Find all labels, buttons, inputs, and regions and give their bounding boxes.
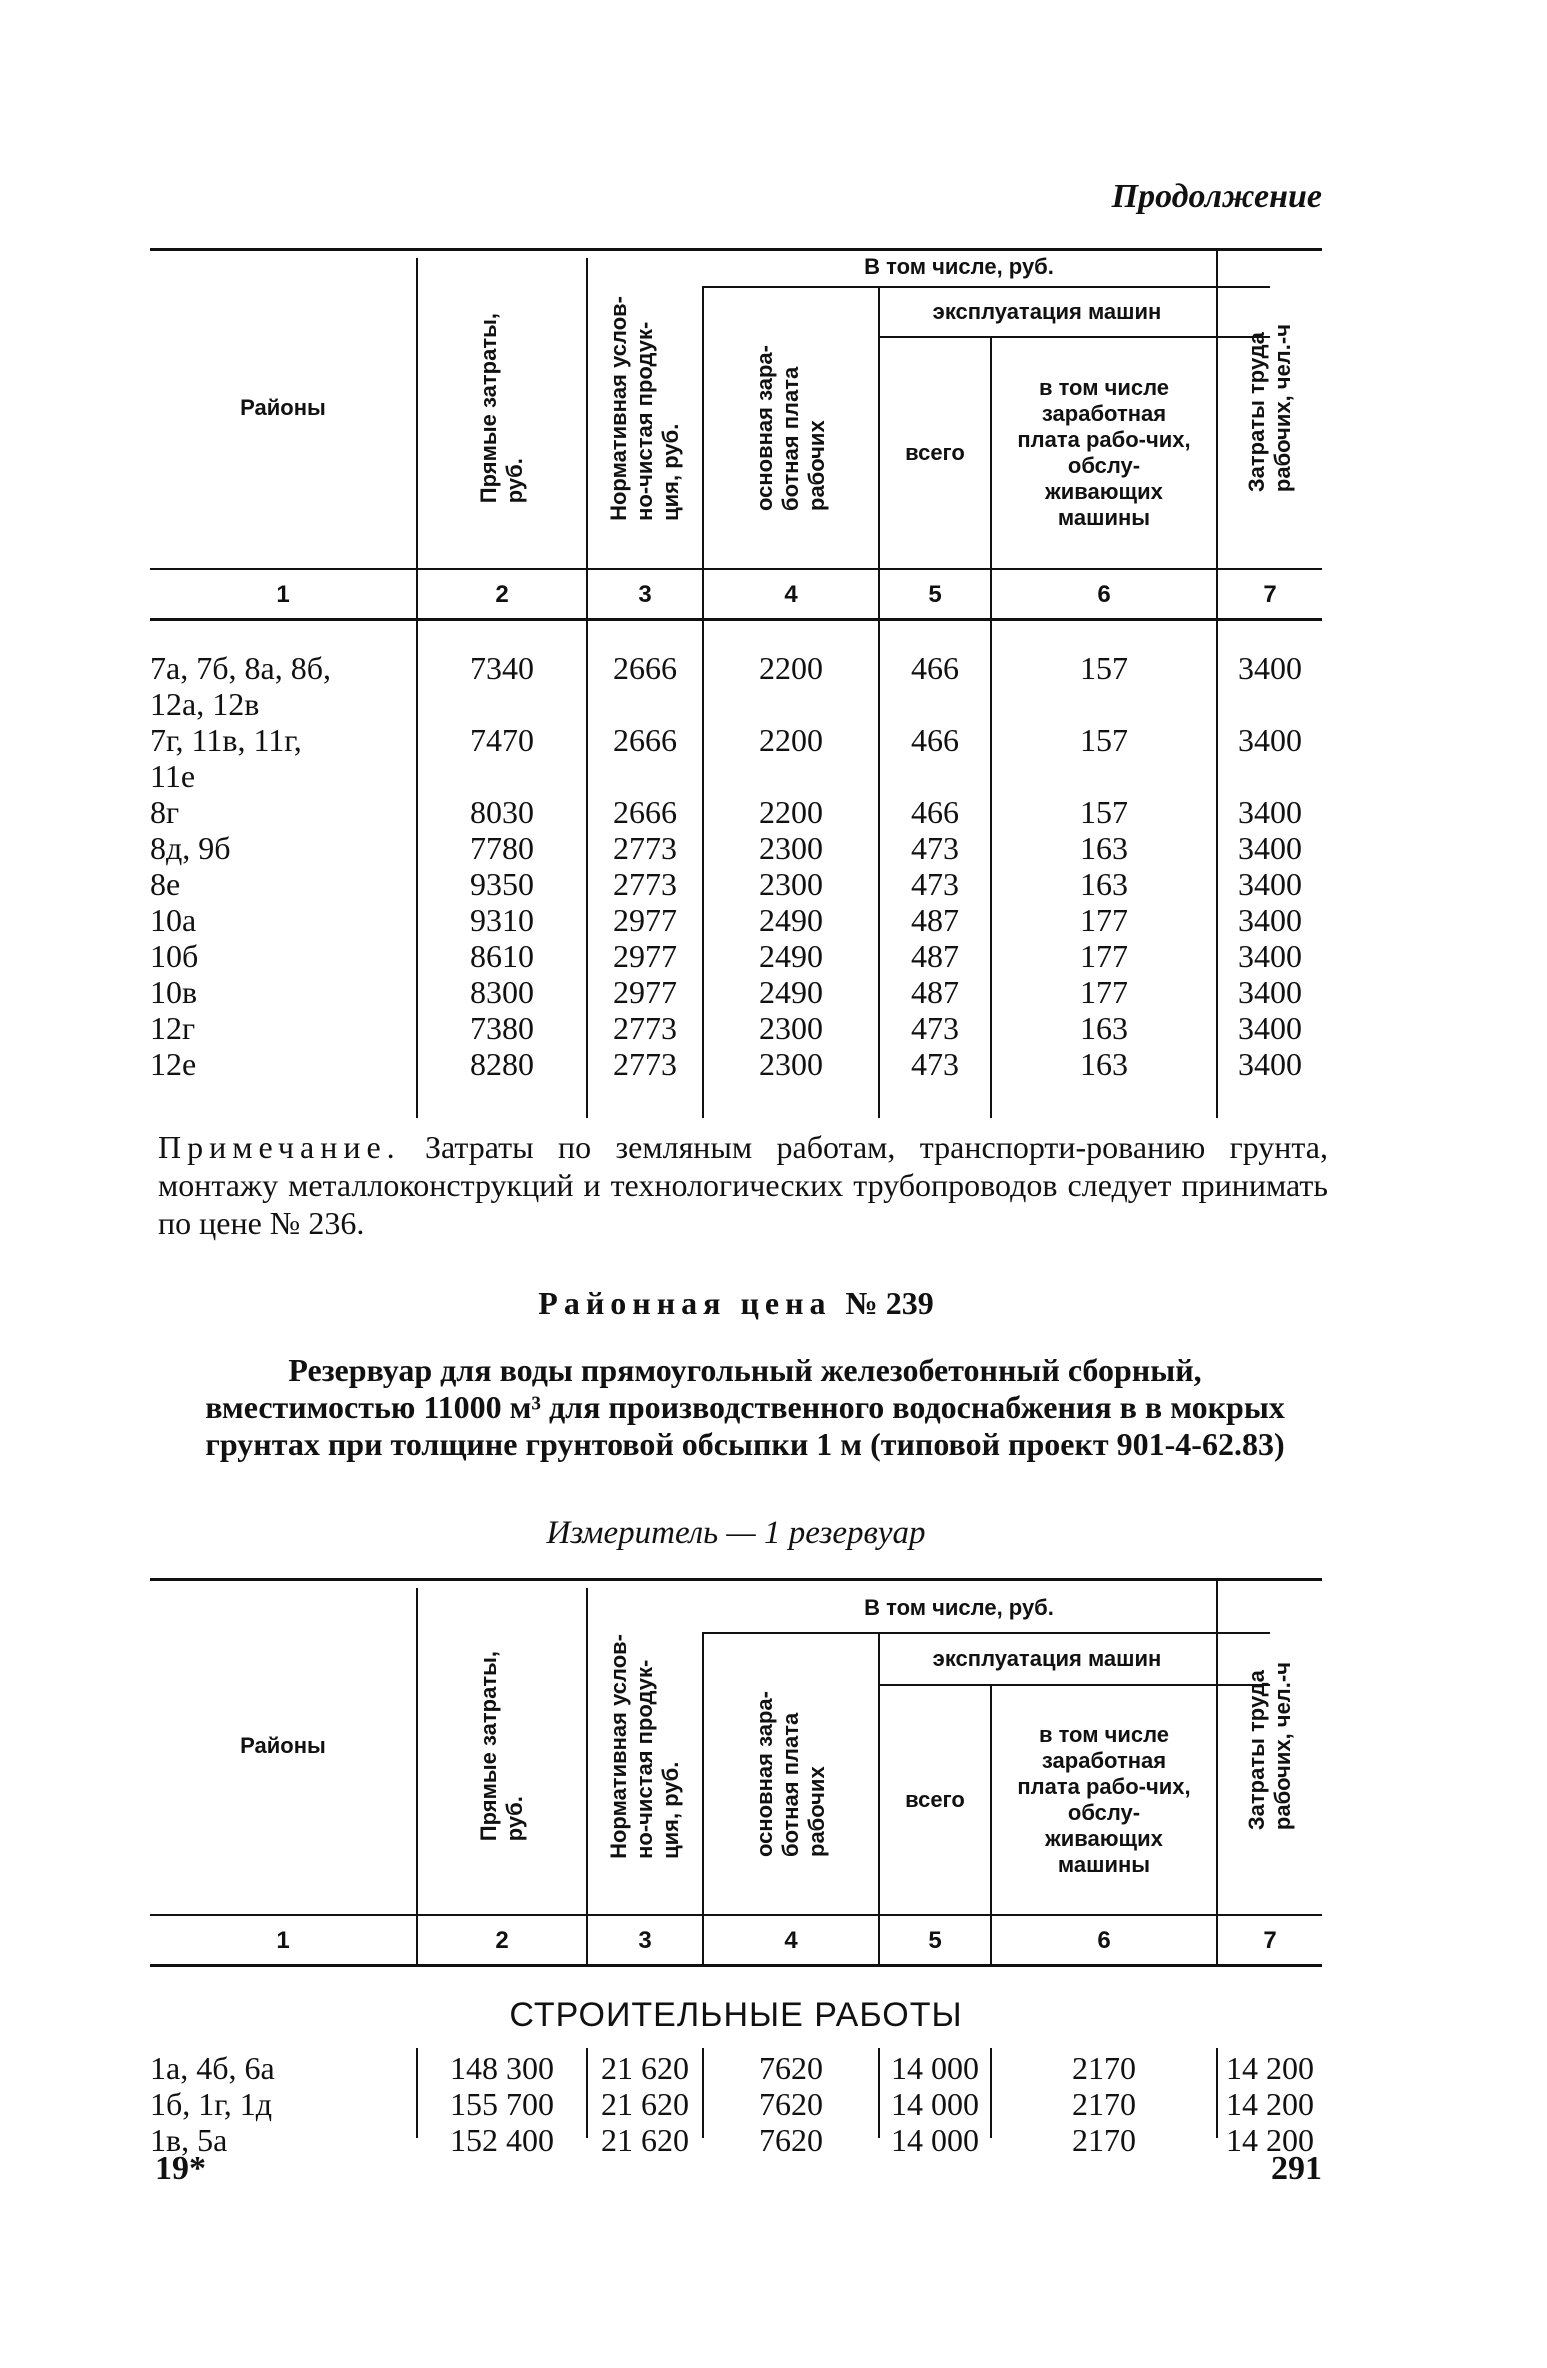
column-number: 2 xyxy=(495,581,509,608)
header-total: всего xyxy=(905,440,965,465)
row-normative-net: 2977 xyxy=(613,938,677,974)
row-normative-net: 21 620 xyxy=(601,2086,689,2122)
row-region: 7г, 11в, 11г, 11е xyxy=(150,722,302,794)
row-labor-costs: 14 200 xyxy=(1226,2122,1314,2158)
column-number: 5 xyxy=(928,581,942,608)
row-base-wage: 7620 xyxy=(759,2122,823,2158)
row-machine-total: 473 xyxy=(911,1046,959,1082)
item-heading: Резервуар для воды прямоугольный железобетонный сборный, вместимостью 11000 м³ для производственного водоснабжения в в мокрых грунтах при толщине грунтовой обсыпки 1 м (типовой проект 901-4-62.83) xyxy=(205,1352,1285,1462)
row-base-wage: 7620 xyxy=(759,2086,823,2122)
row-base-wage: 2300 xyxy=(759,1046,823,1082)
row-direct-costs: 8610 xyxy=(470,938,534,974)
header-direct-costs: Прямые затраты, руб. xyxy=(476,312,527,504)
row-region: 10б xyxy=(150,938,199,974)
row-direct-costs: 8030 xyxy=(470,794,534,830)
row-normative-net: 2977 xyxy=(613,974,677,1010)
signature-mark: 19* xyxy=(155,2150,206,2187)
row-direct-costs: 7380 xyxy=(470,1010,534,1046)
row-normative-net: 2773 xyxy=(613,1010,677,1046)
row-machine-total: 466 xyxy=(911,650,959,686)
header-machine-wage: в том числе заработная плата рабо-чих, обслу-живающих машины xyxy=(1017,1722,1191,1877)
row-region: 8д, 9б xyxy=(150,830,231,866)
header-base-wage: основная зара- ботная плата рабочих xyxy=(752,1691,829,1857)
row-machine-wage: 163 xyxy=(1080,1010,1128,1046)
column-number: 3 xyxy=(638,581,652,608)
row-machine-wage: 177 xyxy=(1080,974,1128,1010)
row-machine-wage: 157 xyxy=(1080,722,1128,758)
row-region: 8е xyxy=(150,866,181,902)
row-labor-costs: 3400 xyxy=(1238,974,1302,1010)
row-region: 7а, 7б, 8а, 8б, 12а, 12в xyxy=(150,650,331,722)
row-machine-total: 487 xyxy=(911,902,959,938)
row-region: 12г xyxy=(150,1010,196,1046)
row-normative-net: 21 620 xyxy=(601,2050,689,2086)
row-normative-net: 2773 xyxy=(613,866,677,902)
cost-table-2 xyxy=(150,1578,1322,2158)
row-labor-costs: 3400 xyxy=(1238,722,1302,758)
header-bottom-rule xyxy=(150,568,1322,570)
row-machine-wage: 2170 xyxy=(1072,2122,1136,2158)
row-machine-total: 473 xyxy=(911,1010,959,1046)
row-machine-total: 466 xyxy=(911,794,959,830)
row-region: 12е xyxy=(150,1046,197,1082)
column-number: 3 xyxy=(638,1927,652,1954)
row-machine-wage: 163 xyxy=(1080,830,1128,866)
column-number: 7 xyxy=(1263,1927,1277,1954)
row-normative-net: 2666 xyxy=(613,650,677,686)
row-machine-wage: 177 xyxy=(1080,938,1128,974)
column-number: 4 xyxy=(784,581,798,608)
row-machine-wage: 163 xyxy=(1080,866,1128,902)
row-normative-net: 2773 xyxy=(613,1046,677,1082)
row-machine-wage: 177 xyxy=(1080,902,1128,938)
row-machine-total: 487 xyxy=(911,974,959,1010)
header-labor-costs: Затраты труда рабочих, чел.-ч xyxy=(1244,323,1295,493)
row-direct-costs: 155 700 xyxy=(450,2086,554,2122)
row-normative-net: 2666 xyxy=(613,722,677,758)
row-region: 10в xyxy=(150,974,198,1010)
row-labor-costs: 14 200 xyxy=(1226,2050,1314,2086)
row-labor-costs: 3400 xyxy=(1238,1046,1302,1082)
row-direct-costs: 8300 xyxy=(470,974,534,1010)
cost-table-1 xyxy=(150,248,1322,1128)
row-direct-costs: 7340 xyxy=(470,650,534,686)
row-labor-costs: 3400 xyxy=(1238,902,1302,938)
row-direct-costs: 9350 xyxy=(470,866,534,902)
measure-unit: Измеритель — 1 резервуар xyxy=(546,1515,926,1551)
row-labor-costs: 3400 xyxy=(1238,1010,1302,1046)
header-machine-operation: эксплуатация машин xyxy=(932,1646,1162,1671)
row-region: 1б, 1г, 1д xyxy=(150,2086,273,2122)
column-number: 2 xyxy=(495,1927,509,1954)
price-number: № 239 xyxy=(845,1285,934,1321)
row-base-wage: 2490 xyxy=(759,938,823,974)
header-regions: Районы xyxy=(240,395,326,420)
header-bottom-rule xyxy=(150,1914,1322,1916)
row-labor-costs: 3400 xyxy=(1238,866,1302,902)
row-region: 1в, 5а xyxy=(150,2122,228,2158)
row-machine-wage: 157 xyxy=(1080,650,1128,686)
row-normative-net: 21 620 xyxy=(601,2122,689,2158)
row-base-wage: 2490 xyxy=(759,974,823,1010)
row-machine-total: 487 xyxy=(911,938,959,974)
row-direct-costs: 7470 xyxy=(470,722,534,758)
header-including: В том числе, руб. xyxy=(864,254,1054,279)
note-label: Примечание. xyxy=(158,1129,401,1165)
row-machine-total: 473 xyxy=(911,830,959,866)
row-machine-total: 466 xyxy=(911,722,959,758)
colnum-bottom-rule xyxy=(150,1964,1322,1967)
page-number: 291 xyxy=(1271,2150,1322,2187)
table-note xyxy=(158,1128,1328,1242)
row-machine-wage: 2170 xyxy=(1072,2050,1136,2086)
row-base-wage: 2200 xyxy=(759,722,823,758)
row-base-wage: 2300 xyxy=(759,1010,823,1046)
row-direct-costs: 9310 xyxy=(470,902,534,938)
colnum-bottom-rule xyxy=(150,618,1322,621)
column-number: 7 xyxy=(1263,581,1277,608)
header-labor-costs: Затраты труда рабочих, чел.-ч xyxy=(1244,1661,1295,1831)
row-base-wage: 7620 xyxy=(759,2050,823,2086)
header-machine-wage: в том числе заработная плата рабо-чих, обслу-живающих машины xyxy=(1017,375,1191,530)
row-base-wage: 2490 xyxy=(759,902,823,938)
header-normative-net-output: Нормативная услов- но-чистая продук- ция, руб. xyxy=(606,295,683,521)
column-number: 1 xyxy=(276,1927,290,1954)
row-labor-costs: 3400 xyxy=(1238,830,1302,866)
row-labor-costs: 3400 xyxy=(1238,794,1302,830)
row-direct-costs: 152 400 xyxy=(450,2122,554,2158)
header-machine-operation: эксплуатация машин xyxy=(932,299,1162,324)
row-base-wage: 2200 xyxy=(759,650,823,686)
row-normative-net: 2773 xyxy=(613,830,677,866)
row-base-wage: 2300 xyxy=(759,866,823,902)
row-direct-costs: 148 300 xyxy=(450,2050,554,2086)
header-direct-costs: Прямые затраты, руб. xyxy=(476,1650,527,1842)
note-text: Затраты по земляным работам, транспорти-рованию грунта, монтажу металлоконструкций и технологических трубопроводов следует принимать по цене № 236. xyxy=(158,1129,1329,1241)
column-number: 6 xyxy=(1097,581,1111,608)
row-normative-net: 2666 xyxy=(613,794,677,830)
row-machine-total: 473 xyxy=(911,866,959,902)
price-title xyxy=(150,1285,1322,1322)
column-number: 5 xyxy=(928,1927,942,1954)
row-region: 10а xyxy=(150,902,197,938)
row-machine-total: 14 000 xyxy=(891,2050,979,2086)
header-total: всего xyxy=(905,1787,965,1812)
row-machine-wage: 157 xyxy=(1080,794,1128,830)
continued-label: Продолжение xyxy=(1111,178,1322,215)
row-normative-net: 2977 xyxy=(613,902,677,938)
row-region: 1а, 4б, 6а xyxy=(150,2050,275,2086)
row-machine-total: 14 000 xyxy=(891,2122,979,2158)
row-labor-costs: 3400 xyxy=(1238,938,1302,974)
row-labor-costs: 3400 xyxy=(1238,650,1302,686)
row-labor-costs: 14 200 xyxy=(1226,2086,1314,2122)
column-number: 6 xyxy=(1097,1927,1111,1954)
column-number: 4 xyxy=(784,1927,798,1954)
row-machine-total: 14 000 xyxy=(891,2086,979,2122)
row-base-wage: 2300 xyxy=(759,830,823,866)
price-title-label: Районная цена xyxy=(538,1285,832,1321)
row-direct-costs: 8280 xyxy=(470,1046,534,1082)
header-regions: Районы xyxy=(240,1733,326,1758)
section-title: СТРОИТЕЛЬНЫЕ РАБОТЫ xyxy=(509,1996,963,2034)
row-base-wage: 2200 xyxy=(759,794,823,830)
header-normative-net-output: Нормативная услов- но-чистая продук- ция, руб. xyxy=(606,1633,683,1859)
header-including: В том числе, руб. xyxy=(864,1595,1054,1620)
header-base-wage: основная зара- ботная плата рабочих xyxy=(752,345,829,511)
row-machine-wage: 163 xyxy=(1080,1046,1128,1082)
column-number: 1 xyxy=(276,581,290,608)
row-region: 8г xyxy=(150,794,180,830)
row-machine-wage: 2170 xyxy=(1072,2086,1136,2122)
row-direct-costs: 7780 xyxy=(470,830,534,866)
